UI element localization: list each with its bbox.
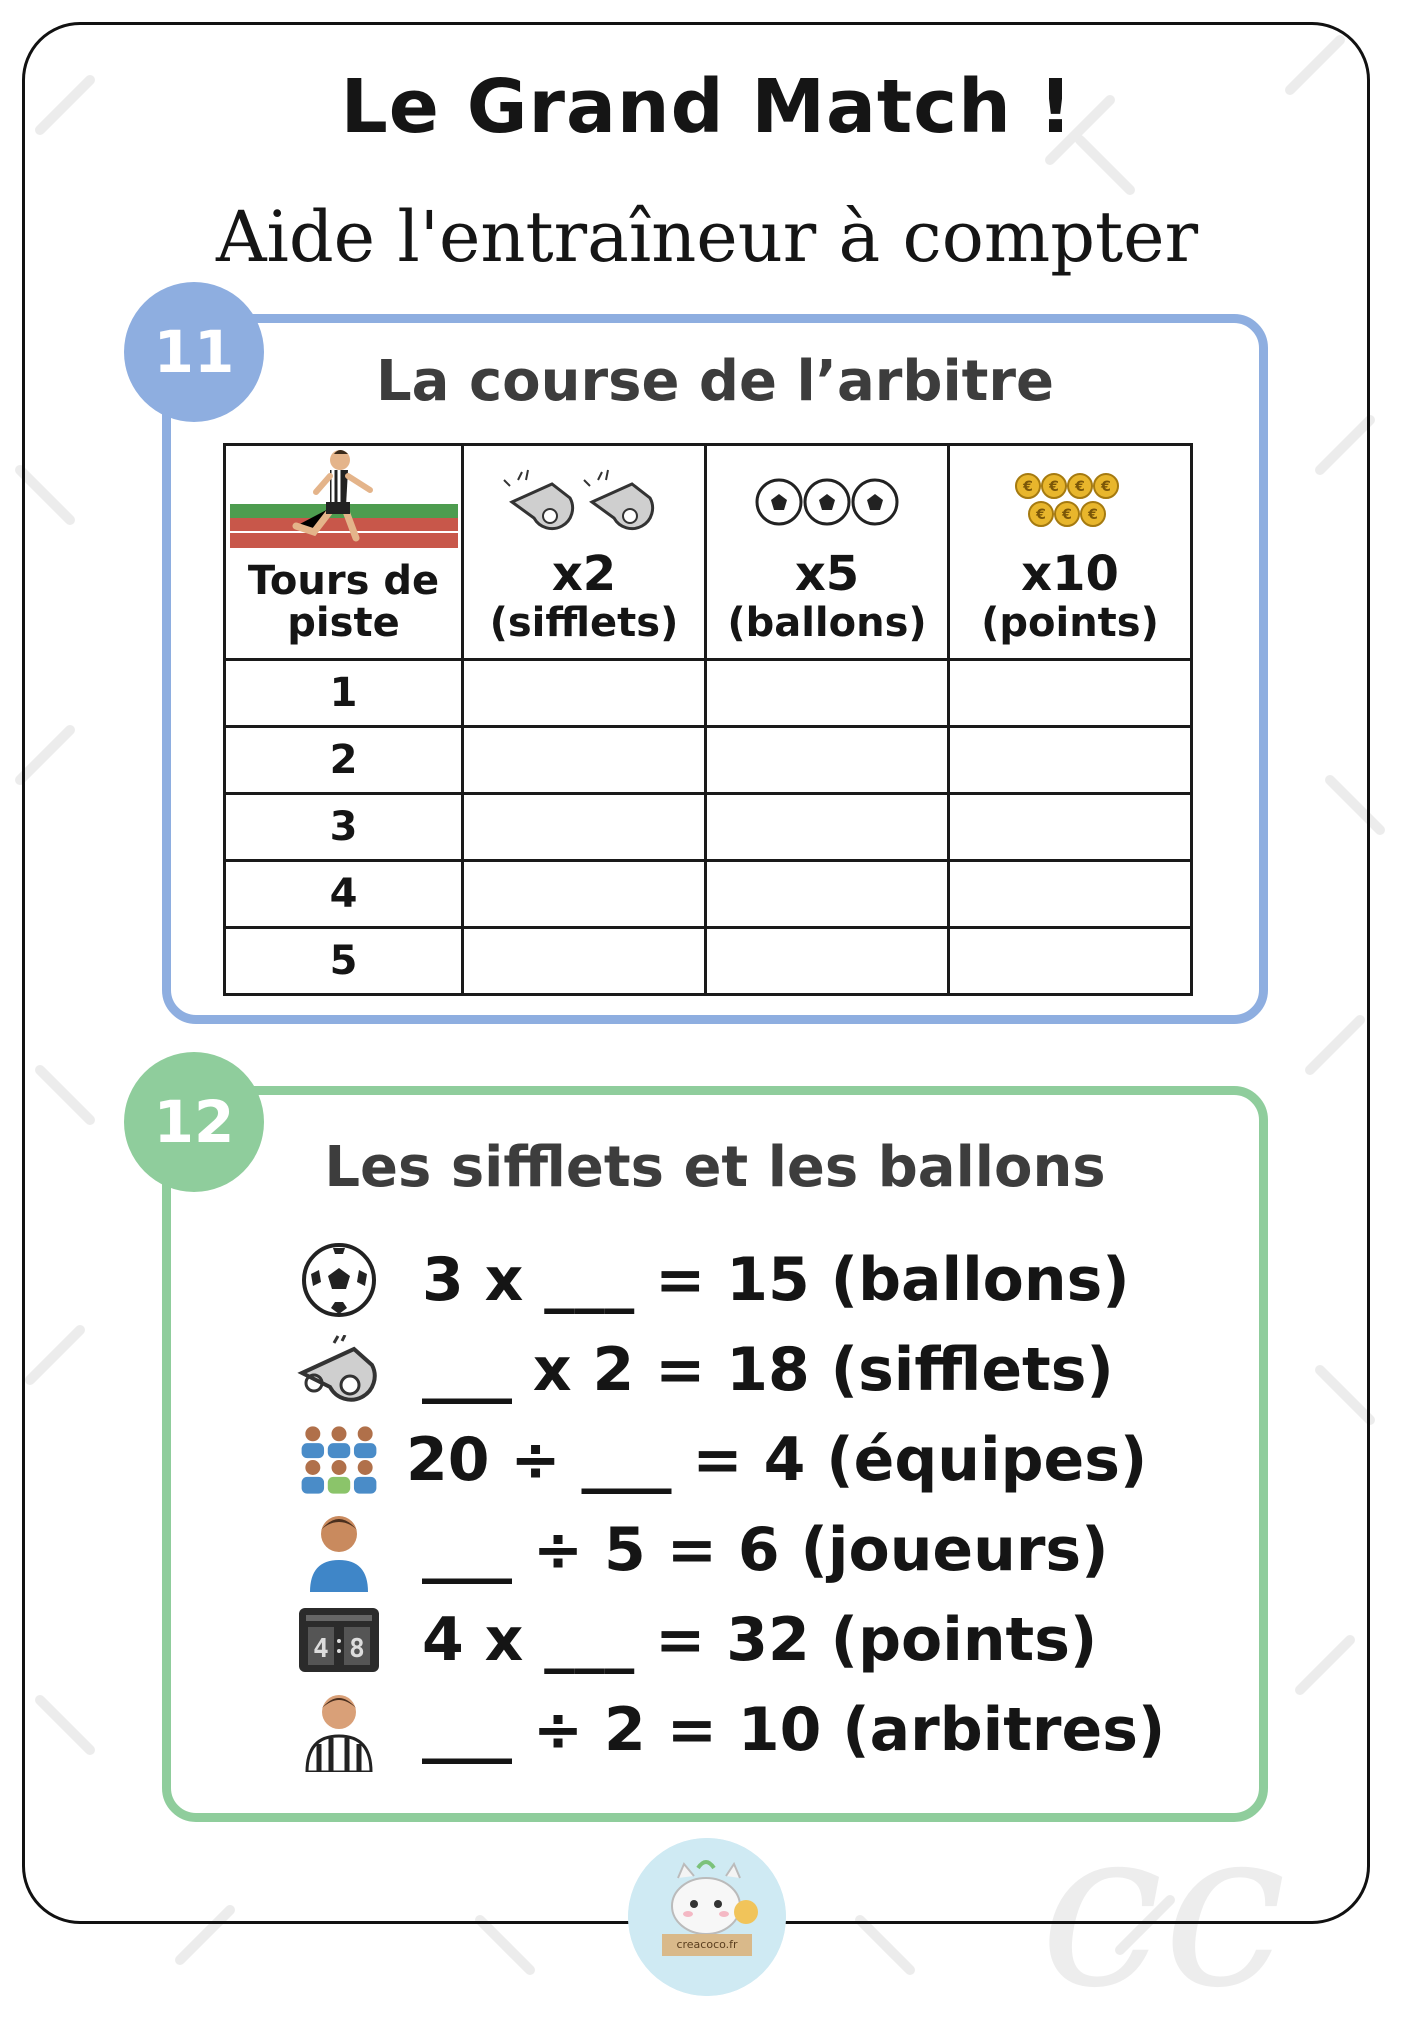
page-subtitle: Aide l'entraîneur à compter [215, 196, 1199, 278]
answer-cell[interactable] [463, 727, 706, 794]
answer-cell[interactable] [706, 794, 949, 861]
section-11-title: La course de l’arbitre [375, 349, 1054, 414]
answer-cell[interactable] [706, 928, 949, 995]
scoreboard-icon [296, 1597, 382, 1683]
svg-text:€: € [1075, 479, 1085, 495]
lap-number: 2 [225, 727, 463, 794]
lap-number: 5 [225, 928, 463, 995]
column-factor: x5 [794, 546, 860, 602]
equation-row [296, 1235, 1196, 1325]
equation-row [296, 1325, 1196, 1415]
answer-cell[interactable] [949, 727, 1192, 794]
laps-header-label: Tours de piste [247, 558, 440, 646]
column-label: (points) [981, 600, 1159, 646]
lap-number: 1 [225, 660, 463, 727]
equation-row [296, 1415, 1196, 1505]
table-header-row [225, 445, 1192, 660]
column-header-x10 [949, 445, 1192, 660]
answer-cell[interactable] [949, 928, 1192, 995]
svg-text:€: € [1036, 507, 1046, 523]
referee-icon [296, 1687, 382, 1773]
svg-text:€: € [1062, 507, 1072, 523]
laps-header [225, 445, 463, 660]
page-title: Le Grand Match ! [340, 64, 1074, 150]
watermark: cc [1040, 1780, 1287, 2036]
lap-number: 4 [225, 861, 463, 928]
column-header-x2 [463, 445, 706, 660]
answer-cell[interactable] [949, 794, 1192, 861]
equation-text: 4 x ___ = 32 (points) [422, 1605, 1098, 1675]
table-row [225, 928, 1192, 995]
equation-row [296, 1505, 1196, 1595]
table-row [225, 727, 1192, 794]
answer-cell[interactable] [463, 928, 706, 995]
answer-cell[interactable] [706, 861, 949, 928]
teams-icon [296, 1417, 382, 1503]
svg-text:€: € [1023, 479, 1033, 495]
answer-cell[interactable] [949, 861, 1192, 928]
runner-icon [230, 446, 458, 558]
equation-text: ___ ÷ 2 = 10 (arbitres) [422, 1695, 1166, 1765]
column-factor: x10 [1021, 546, 1119, 602]
answer-cell[interactable] [706, 727, 949, 794]
column-label: (sifflets) [489, 600, 679, 646]
whistle-icon [464, 458, 704, 544]
euro-coin-icon [950, 458, 1190, 544]
column-factor: x2 [551, 546, 617, 602]
creacoco-logo [628, 1838, 786, 1996]
answer-cell[interactable] [706, 660, 949, 727]
answer-cell[interactable] [949, 660, 1192, 727]
whistle-icon [296, 1327, 382, 1413]
equation-row [296, 1685, 1196, 1775]
section-11-badge: 11 [124, 282, 264, 422]
section-11-panel [162, 314, 1268, 1024]
answer-cell[interactable] [463, 794, 706, 861]
svg-text:€: € [1101, 479, 1111, 495]
player-icon [296, 1507, 382, 1593]
svg-text:€: € [1088, 507, 1098, 523]
answer-cell[interactable] [463, 660, 706, 727]
column-header-x5 [706, 445, 949, 660]
table-row [225, 660, 1192, 727]
equation-text: 20 ÷ ___ = 4 (équipes) [406, 1425, 1148, 1495]
logo-text: creacoco.fr [662, 1934, 752, 1956]
table-row [225, 794, 1192, 861]
soccer-ball-icon [707, 458, 947, 544]
equation-text: ___ x 2 = 18 (sifflets) [422, 1335, 1114, 1405]
lap-number: 3 [225, 794, 463, 861]
multiplication-table [223, 443, 1193, 996]
section-12-panel [162, 1086, 1268, 1822]
equation-row [296, 1595, 1196, 1685]
section-12-badge: 12 [124, 1052, 264, 1192]
answer-cell[interactable] [463, 861, 706, 928]
soccer-ball-icon [296, 1237, 382, 1323]
svg-text:8: 8 [349, 1634, 365, 1664]
column-label: (ballons) [727, 600, 927, 646]
section-12-title: Les sifflets et les ballons [324, 1135, 1106, 1200]
equation-list [296, 1235, 1196, 1775]
equation-text: ___ ÷ 5 = 6 (joueurs) [422, 1515, 1109, 1585]
table-row [225, 861, 1192, 928]
svg-text:€: € [1049, 479, 1059, 495]
svg-text:4: 4 [313, 1634, 329, 1664]
equation-text: 3 x ___ = 15 (ballons) [422, 1245, 1130, 1315]
